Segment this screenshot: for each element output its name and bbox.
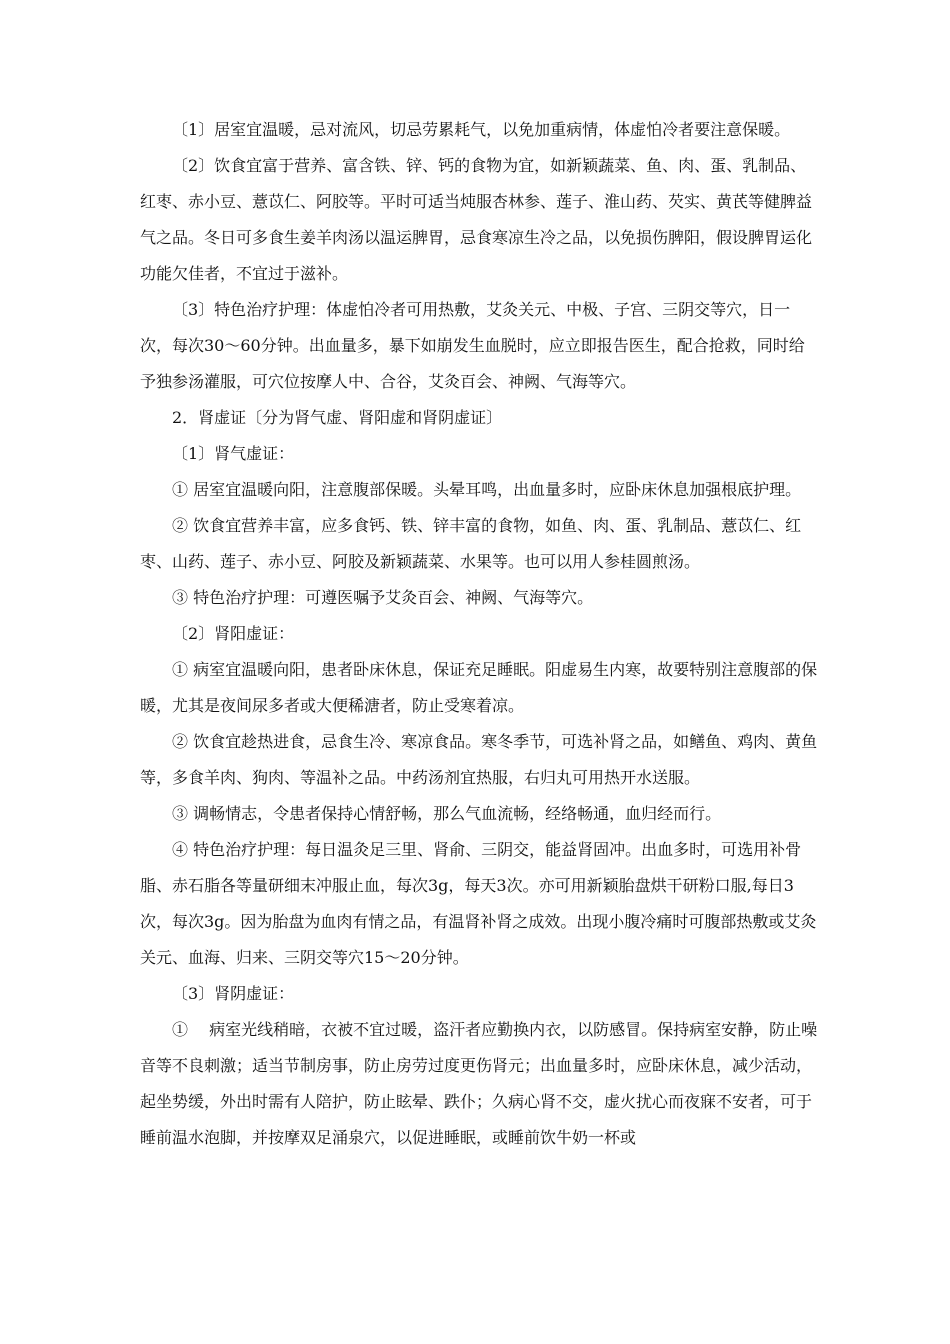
paragraph-10: ④ 特色治疗护理：每日温灸足三里、肾俞、三阴交，能益肾固冲。出血多时，可选用补骨脂、赤石脂各等量研细末冲服止血，每次3g，每天3次。亦可用新颖胎盘烘干研粉口服,每日3次，每次3g。因为胎盘为血肉有情之品，有温肾补肾之成效。出现小腹冷痛时可腹部热敷或艾灸关元、血海、归来、三阴交等穴15～20分钟。 xyxy=(140,840,817,967)
paragraph-1: 〔1〕居室宜温暖，忌对流风，切忌劳累耗气，以免加重病情，体虚怕冷者要注意保暖。 xyxy=(172,120,791,139)
paragraph-4: ① 居室宜温暖向阳，注意腹部保暖。头晕耳鸣，出血量多时，应卧床休息加强根底护理。 xyxy=(172,480,802,499)
subheading-kidney-yang-deficiency: 〔2〕肾阳虚证： xyxy=(172,624,295,643)
subheading-kidney-qi-deficiency: 〔1〕肾气虚证： xyxy=(172,444,295,463)
paragraph-5: ② 饮食宜营养丰富，应多食钙、铁、锌丰富的食物，如鱼、肉、蛋、乳制品、薏苡仁、红枣、山药、莲子、赤小豆、阿胶及新颖蔬菜、水果等。也可以用人参桂圆煎汤。 xyxy=(140,516,802,571)
paragraph-2: 〔2〕饮食宜富于营养、富含铁、锌、钙的食物为宜，如新颖蔬菜、鱼、肉、蛋、乳制品、红枣、赤小豆、薏苡仁、阿胶等。平时可适当炖服杏林参、莲子、淮山药、芡实、黄芪等健脾益气之品。冬日可多食生姜羊肉汤以温运脾胃，忌食寒凉生冷之品，以免损伤脾阳，假设脾胃运化功能欠佳者，不宜过于滋补。 xyxy=(140,156,813,283)
subheading-kidney-yin-deficiency: 〔3〕肾阴虚证： xyxy=(172,984,295,1003)
paragraph-3: 〔3〕特色治疗护理：体虚怕冷者可用热敷，艾灸关元、中极、子宫、三阴交等穴，日一次，每次30～60分钟。出血量多，暴下如崩发生血脱时，应立即报告医生，配合抢救，同时给予独参汤灌服，可穴位按摩人中、合谷，艾灸百会、神阙、气海等穴。 xyxy=(140,300,805,391)
paragraph-6: ③ 特色治疗护理：可遵医嘱予艾灸百会、神阙、气海等穴。 xyxy=(172,588,594,607)
paragraph-7: ① 病室宜温暖向阳，患者卧床休息，保证充足睡眠。阳虚易生内寒，故要特别注意腹部的保暖，尤其是夜间尿多者或大便稀溏者，防止受寒着凉。 xyxy=(140,660,818,715)
document-body xyxy=(140,112,820,1156)
section-heading-kidney-deficiency: 2．肾虚证〔分为肾气虚、肾阳虚和肾阴虚证〕 xyxy=(172,408,503,427)
paragraph-9: ③ 调畅情志，令患者保持心情舒畅，那么气血流畅，经络畅通，血归经而行。 xyxy=(172,804,722,823)
paragraph-11: ① 病室光线稍暗，衣被不宜过暖，盗汗者应勤换内衣，以防感冒。保持病室安静，防止噪音等不良刺激；适当节制房事，防止房劳过度更伤肾元；出血量多时，应卧床休息，减少活动，起坐势缓，外出时需有人陪护，防止眩晕、跌仆；久病心肾不交，虚火扰心而夜寐不安者，可于睡前温水泡脚，并按摩双足涌泉穴，以促进睡眠，或睡前饮牛奶一杯或 xyxy=(140,1020,818,1147)
paragraph-8: ② 饮食宜趁热进食，忌食生冷、寒凉食品。寒冬季节，可选补肾之品，如鳝鱼、鸡肉、黄鱼等，多食羊肉、狗肉、等温补之品。中药汤剂宜热服，右归丸可用热开水送服。 xyxy=(140,732,818,787)
